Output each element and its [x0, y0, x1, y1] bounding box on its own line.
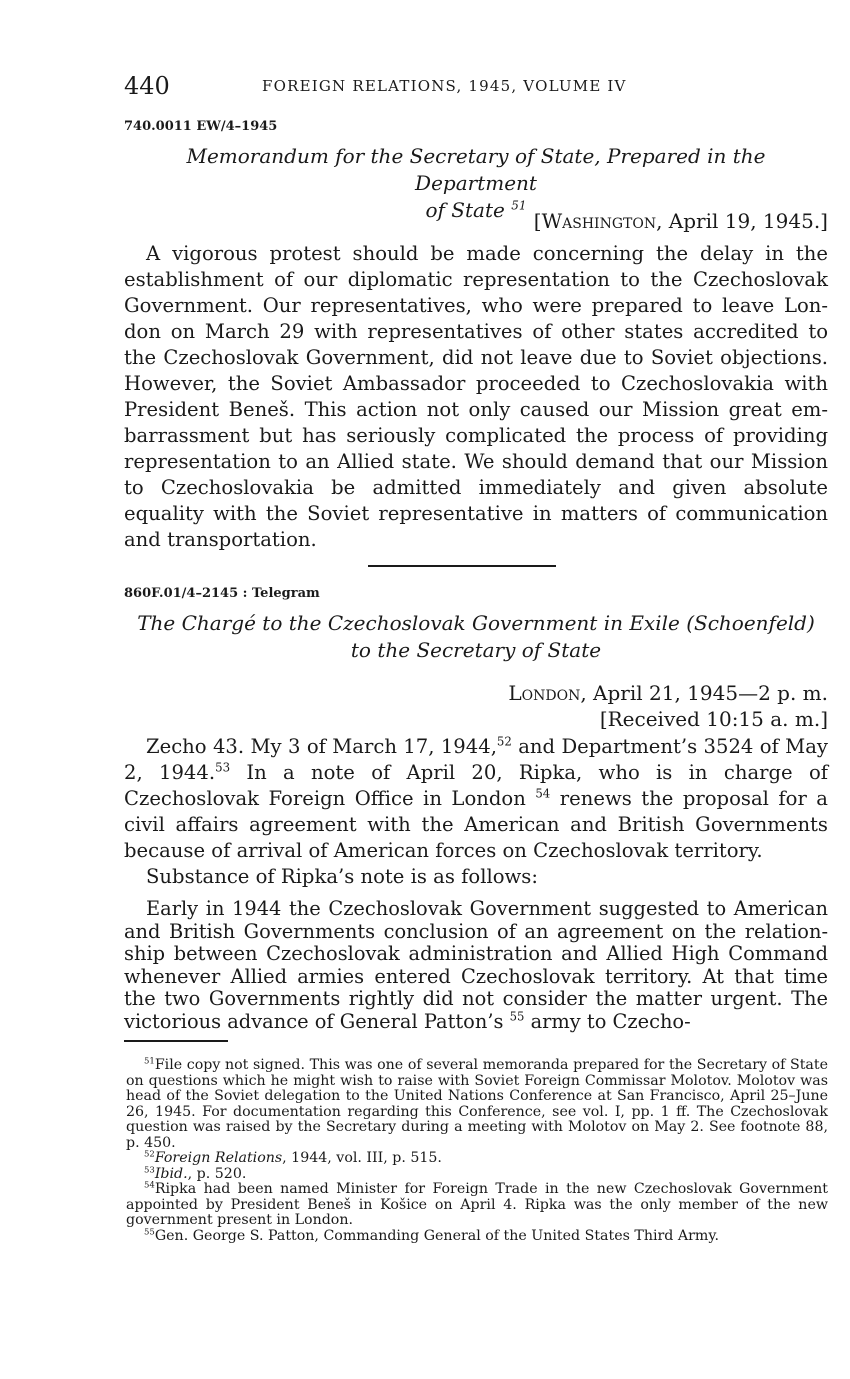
text: Gen. George S. Patton, Commanding General of the United States Third Army.	[154, 1227, 720, 1244]
file-reference-1: 740.0011 EW/4–1945	[124, 119, 278, 134]
footnotes	[126, 1058, 828, 1244]
running-title: FOREIGN RELATIONS, 1945, VOLUME IV	[262, 77, 627, 95]
dateline-1	[534, 208, 828, 234]
text: Early in 1944 the Czechoslovak Government suggested to American and British Governments conclusion of an agreement on the relationship between Czechoslovak administration and Allied High Command whenever Allied armies entered Czechoslovak territory. At that time the two Governments rightly did not consider the matter urgent. The victorious advance of General Patton’s	[124, 897, 828, 1033]
place-name: Washington	[541, 209, 657, 233]
footnote-55	[126, 1226, 828, 1245]
text: , 1944, vol. III, p. 515.	[282, 1150, 442, 1166]
footnote-number: 52	[144, 1149, 155, 1160]
text: and Department’s 3524 of May 2, 1944.	[124, 735, 828, 784]
bracket: [	[533, 209, 542, 233]
dateline-2	[508, 680, 828, 732]
footnote-53	[126, 1164, 828, 1183]
text: Ripka had been named Minister for Foreign Trade in the new Czechoslovak Government appointed by President Beneš in Košice on April 4. Ripka was the only member of the new government present in London.	[126, 1181, 828, 1228]
text: File copy not signed. This was one of several memoranda prepared for the Secretary of State on questions which he might wish to raise with Soviet Foreign Commissar Molotov. Molotov was head of the Soviet delegation to the United Nations Conference at San Francisco, April 25–June 26, 1945. For documentation regarding this Conference, see vol. I, pp. 1 ff. The Czechoslovak question was raised by the Secretary during a meeting with Molotov on May 2. See footnote 88, p. 450.	[126, 1057, 828, 1151]
text: renews the proposal for a civil affairs agreement with the American and British Governments because of arrival of American forces on Czechoslovak territory.	[124, 787, 828, 862]
telegram-paragraph-2: Substance of Ripka’s note is as follows:	[146, 865, 538, 888]
telegram-body	[124, 734, 828, 890]
footnote-52	[126, 1151, 828, 1167]
title: Foreign Relations	[154, 1150, 283, 1166]
footnote-number: 51	[144, 1056, 155, 1067]
text: , p. 520.	[187, 1165, 247, 1182]
page-number: 440	[124, 72, 170, 100]
title: Ibid.	[154, 1165, 188, 1182]
date-text: , April 19, 1945.]	[656, 209, 828, 233]
memorandum-body: A vigorous protest should be made concerning the delay in the establishment of our diplomatic representation to the Czechoslovak Government. Our representatives, who were prepared to leave London on March 29 with representatives of other states accredited to the Czechoslovak Government, did not leave due to Soviet objections. However, the Soviet Ambassador proceeded to Czechoslovakia with President Beneš. This action not only caused our Mission great embarrassment but has seriously complicated the process of providing representation to an Allied state. We should demand that our Mission to Czechoslovakia be admitted immediately and given absolute equality with the Soviet representative in matters of communication and transportation.	[124, 242, 828, 551]
file-reference-2: 860F.01/4–2145 : Telegram	[124, 586, 320, 601]
title-text: of State	[425, 198, 505, 222]
quoted-note	[124, 898, 828, 1033]
text: In a note of April 20, Ripka, who is in charge of Czechoslovak Foreign Office in London	[124, 761, 828, 810]
title-line-2: to the Secretary of State	[350, 638, 602, 662]
footnote-ref: 54	[535, 786, 551, 801]
text: army to Czecho-	[524, 1009, 691, 1033]
footnote-ref: 52	[496, 734, 512, 749]
footnote-ref: 53	[215, 760, 231, 775]
footnote-number: 54	[144, 1180, 155, 1191]
footnote-number: 53	[144, 1164, 155, 1175]
received-time: [Received 10:15 a. m.]	[599, 707, 828, 731]
footnote-51	[126, 1058, 828, 1151]
dateline-place-time	[508, 680, 828, 706]
telegram-paragraph-1	[124, 734, 828, 864]
title-line-1: The Chargé to the Czechoslovak Government in Exile (Schoenfeld)	[137, 611, 815, 635]
section-divider	[368, 565, 556, 567]
footnote-ref: 51	[511, 198, 527, 213]
footnote-ref: 55	[509, 1009, 525, 1024]
footnote-separator	[124, 1040, 228, 1042]
title-line-1: Memorandum for the Secretary of State, Prepared in the Department	[186, 144, 766, 195]
place-name: London	[508, 681, 581, 705]
text: Zecho 43. My 3 of March 17, 1944,	[146, 735, 497, 758]
date-text: , April 21, 1945—2 p. m.	[580, 681, 828, 705]
document-title-2	[124, 610, 828, 664]
footnote-number: 55	[144, 1226, 155, 1237]
footnote-54	[126, 1182, 828, 1229]
